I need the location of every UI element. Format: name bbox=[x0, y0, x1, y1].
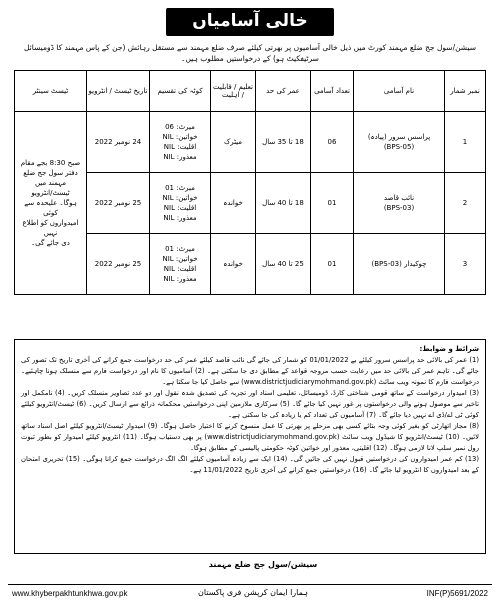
center-line: ٹیسٹ/انٹرویو bbox=[31, 189, 70, 197]
center-line: دفتر سول جج ضلع مہمند میں bbox=[23, 169, 78, 187]
quota-merit: میرٹ: 01 bbox=[165, 245, 195, 253]
col-age: عمر کی حد bbox=[256, 71, 311, 112]
col-quota: کوٹہ کی تقسیم bbox=[150, 71, 211, 112]
quota-disabled: معذور: NIL bbox=[163, 153, 197, 161]
cell-age: 18 تا 40 سال bbox=[256, 173, 311, 234]
quota-women: خواتین: NIL bbox=[162, 133, 198, 141]
cell-count: 01 bbox=[311, 234, 354, 295]
col-center: ٹیسٹ سینٹر bbox=[15, 71, 87, 112]
quota-disabled: معذور: NIL bbox=[163, 275, 197, 283]
table-header-row bbox=[15, 71, 486, 112]
table-row bbox=[15, 112, 486, 173]
col-count: تعداد آسامی bbox=[311, 71, 354, 112]
post-scale: (BPS-03) bbox=[383, 204, 415, 212]
cell-count: 06 bbox=[311, 112, 354, 173]
terms-paragraph: (1) عمر کی بالائی حد پراسس سرور کیلئے بے 01/01/2022 کو شمار کی جائے گی نائب قاصد کیلئے عمر کی حد درخواست جمع کرانے کی آخری تاریخ تک تصور کی جائے گی۔ تاہم عمر کی بالائی حد میں رعایت حسب مروجہ قواعد کے مطابق دی جا سکتی ہے۔ (2) آسامیوں کا نام اور درخواست فارم سے منسلک ہونا چاہئیے۔ درخواست فارم کا نمونہ ویب سائٹ (www.districtjudiciarymohmand.gov.pk) سے حاصل کیا جا سکتا ہے۔ bbox=[21, 356, 479, 386]
cell-qualification: خواندہ bbox=[211, 173, 256, 234]
terms-heading: شرائط و ضوابط: bbox=[419, 345, 479, 353]
quota-merit: میرٹ: 01 bbox=[165, 184, 195, 192]
cell-date: 24 نومبر 2022 bbox=[87, 112, 150, 173]
title-banner bbox=[8, 8, 492, 36]
quota-minority: اقلیت: NIL bbox=[163, 143, 197, 151]
center-line: دی جائے گی۔ bbox=[31, 239, 70, 247]
post-name: نائب قاصد bbox=[383, 194, 415, 202]
center-line: ہوگا۔ علیحدہ سے کوئی bbox=[24, 199, 77, 217]
cell-date: 25 نومبر 2022 bbox=[87, 234, 150, 295]
cell-age: 18 تا 35 سال bbox=[256, 112, 311, 173]
cell-post bbox=[354, 234, 445, 295]
website-link[interactable]: www.khyberpakhtunkhwa.gov.pk bbox=[12, 589, 128, 598]
cell-sno: 2 bbox=[445, 173, 486, 234]
quota-merit: میرٹ: 06 bbox=[165, 123, 195, 131]
post-name: پراسس سرور (پیادہ) bbox=[367, 133, 431, 141]
col-qualification: تعلیم / قابلیت / اہلیت bbox=[211, 71, 256, 112]
terms-and-conditions bbox=[14, 339, 486, 554]
cell-count: 01 bbox=[311, 173, 354, 234]
inf-number: INF(P)5691/2022 bbox=[426, 589, 488, 598]
post-name: چوکیدار (BPS-03) bbox=[371, 260, 427, 268]
col-sno: نمبر شمار bbox=[445, 71, 486, 112]
cell-qualification: خواندہ bbox=[211, 234, 256, 295]
quota-women: خواتین: NIL bbox=[162, 255, 198, 263]
col-date: تاریخ ٹیسٹ / انٹرویو bbox=[87, 71, 150, 112]
vacancy-table bbox=[14, 70, 486, 295]
cell-age: 25 تا 40 سال bbox=[256, 234, 311, 295]
terms-paragraph: (8) مجاز اتھارٹی کو بغیر کوئی وجہ بتائے کسی بھی مرحلے پر بھرتی کا عمل منسوخ کرنے کا اختیار حاصل ہوگا۔ (9) امیدوار ٹیسٹ/انٹرویو کیلئے اصل اسناد ساتھ لائیں۔ (10) ٹیسٹ/انٹرویو کا شیڈول ویب سائٹ (www.districtjudiciarymohmand.gov.pk) پر بھی دستیاب ہوگا۔ (11) انٹرویو کیلئے امیدوار کو بطور ثبوت رول نمبر سلپ لانا لازمی ہوگا۔ (12) اقلیتی، معذور اور خواتین کوٹہ حکومتی پالیسی کے مطابق ہوگا۔ bbox=[21, 422, 479, 452]
center-line: صبح 8:30 بجے مقام bbox=[20, 159, 81, 167]
footer bbox=[8, 584, 492, 603]
cell-sno: 1 bbox=[445, 112, 486, 173]
terms-paragraph: (3) امیدوار درخواست کے ساتھ قومی شناختی کارڈ، ڈومیسائل، تعلیمی اسناد اور تجربہ کی تصدیق شدہ نقول اور دو عدد تصاویر منسلک کریں۔ (4) نامکمل اور تاخیر سے موصول ہونے والی درخواستوں پر غور نہیں کیا جائے گا۔ (5) سرکاری ملازمین اپنی درخواستیں محکمانہ ذرائع سے ارسال کریں۔ (6) ٹیسٹ/انٹرویو کیلئے کوئی ٹی اے/ڈی اے نہیں دیا جائے گا۔ (7) آسامیوں کی تعداد کم یا زیادہ کی جا سکتی ہے۔ bbox=[21, 389, 479, 419]
page-title: خالی آسامیاں bbox=[166, 8, 333, 36]
quota-minority: اقلیت: NIL bbox=[163, 204, 197, 212]
col-post: نام آسامی bbox=[354, 71, 445, 112]
cell-post bbox=[354, 173, 445, 234]
footer-slogan: ہمارا ایمان کرپشن فری پاکستان bbox=[198, 588, 308, 597]
cell-sno: 3 bbox=[445, 234, 486, 295]
cell-test-center bbox=[15, 112, 87, 295]
quota-minority: اقلیت: NIL bbox=[163, 265, 197, 273]
cell-quota bbox=[150, 234, 211, 295]
advertisement-page bbox=[8, 4, 492, 603]
cell-post bbox=[354, 112, 445, 173]
quota-women: خواتین: NIL bbox=[162, 194, 198, 202]
quota-disabled: معذور: NIL bbox=[163, 214, 197, 222]
signature-line: سیشن/سول جج ضلع مہمند bbox=[208, 560, 318, 569]
center-line: امیدواروں کو اطلاع نہیں bbox=[22, 219, 79, 237]
cell-quota bbox=[150, 173, 211, 234]
intro-text: سیشن/سول جج ضلع مہمند کورٹ میں ذیل خالی آسامیوں پر بھرتی کیلئے صرف ضلع مہمند سے مستقل رہائش (جن کے پاس مہمند کا ڈومیسائل سرٹیفکیٹ ہو) کے درخواستیں مطلوب ہیں۔ bbox=[23, 43, 477, 63]
cell-date: 25 نومبر 2022 bbox=[87, 173, 150, 234]
terms-paragraph: (13) کم عمر امیدواروں کی درخواستیں قبول نہیں کی جائیں گی۔ (14) ایک سے زیادہ آسامیوں کیلئے الگ الگ درخواست جمع کرانا ہوگی۔ (15) تحریری امتحان کے بعد امیدواروں کا انٹرویو لیا جائے گا۔ (16) درخواستیں جمع کرانے کی آخری تاریخ 11/01/2022 ہے۔ bbox=[21, 455, 480, 474]
post-scale: (BPS-05) bbox=[383, 143, 415, 151]
cell-qualification: میٹرک bbox=[211, 112, 256, 173]
cell-quota bbox=[150, 112, 211, 173]
